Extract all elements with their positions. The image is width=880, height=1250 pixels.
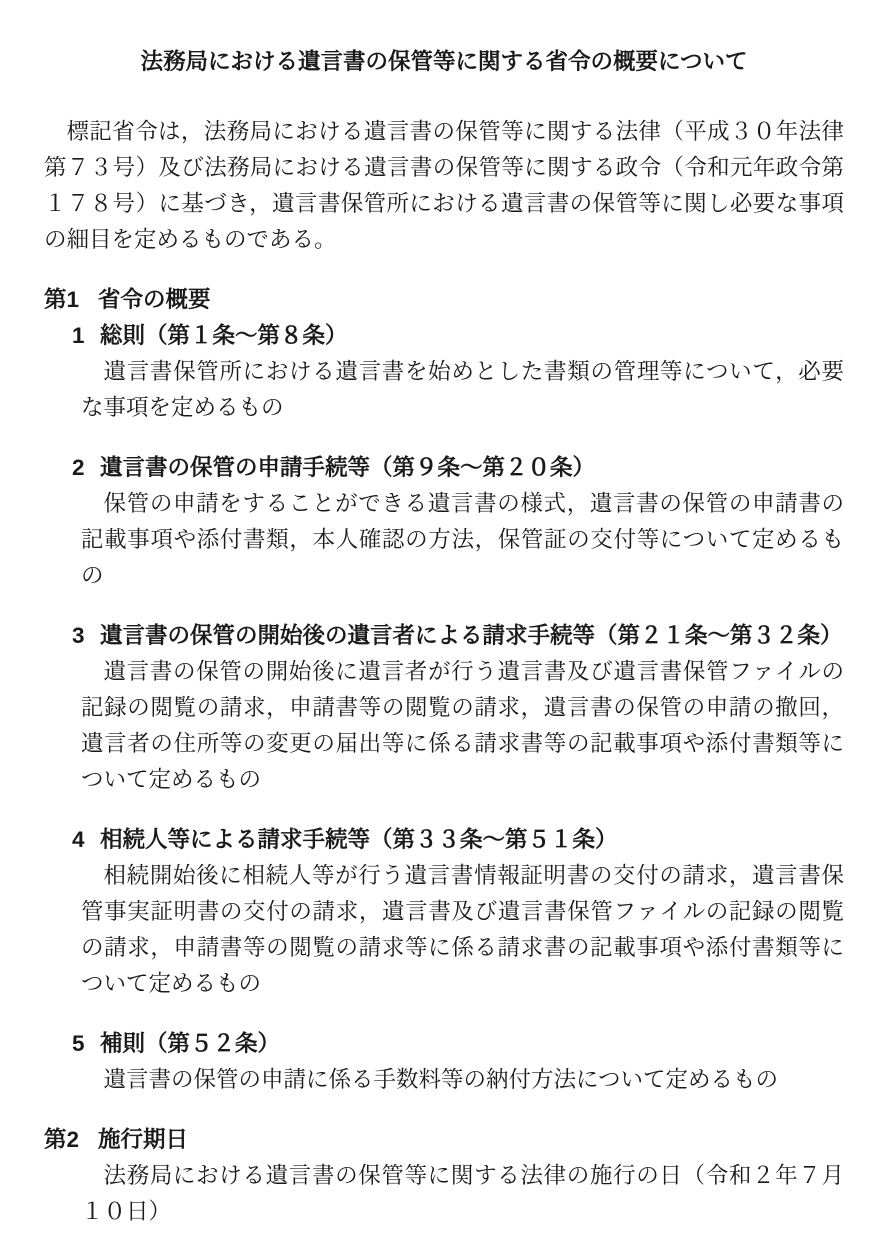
ordinance-item-4 — [44, 822, 844, 1002]
item-body: 保管の申請をすることができる遺言書の様式，遺言書の保管の申請書の記載事項や添付書類，本人確認の方法，保管証の交付等について定めるもの — [81, 491, 844, 588]
item-title: 遺言書の保管の申請手続等（第９条～第２０条） — [100, 455, 596, 480]
ordinance-item-3 — [44, 618, 844, 798]
item-number: 5 — [72, 1031, 85, 1056]
item-number: 2 — [72, 455, 85, 480]
ordinance-item-2 — [44, 450, 844, 594]
ordinance-item-5 — [44, 1026, 844, 1098]
item-number: 1 — [72, 323, 85, 348]
item-number: 4 — [72, 827, 85, 852]
document-title: 法務局における遺言書の保管等に関する省令の概要について — [140, 49, 748, 74]
item-heading — [72, 618, 844, 654]
item-title: 総則（第１条～第８条） — [100, 323, 348, 348]
item-title: 遺言書の保管の開始後の遺言者による請求手続等（第２１条～第３２条） — [100, 623, 843, 648]
ordinance-item-1 — [44, 318, 844, 426]
section-title: 省令の概要 — [98, 287, 211, 312]
item-body: 遺言書の保管の申請に係る手数料等の納付方法について定めるもの — [103, 1067, 779, 1092]
section-title: 施行期日 — [98, 1127, 189, 1152]
item-body: 相続開始後に相続人等が行う遺言書情報証明書の交付の請求，遺言書保管事実証明書の交付の請求，遺言書及び遺言書保管ファイルの記録の閲覧の請求，申請書等の閲覧の請求等に係る請求書の記載事項や添付書類等について定めるもの — [81, 863, 844, 996]
section-effective-date — [44, 1122, 844, 1230]
item-title: 相続人等による請求手続等（第３３条～第５１条） — [100, 827, 618, 852]
item-heading — [72, 1026, 844, 1062]
item-body: 遺言書保管所における遺言書を始めとした書類の管理等について，必要な事項を定めるもの — [81, 359, 844, 420]
item-number: 3 — [72, 623, 85, 648]
item-heading — [72, 450, 844, 486]
item-heading — [72, 318, 844, 354]
section-body: 法務局における遺言書の保管等に関する法律の施行の日（令和２年７月１０日） — [81, 1163, 844, 1224]
section-label: 第2 — [44, 1127, 80, 1152]
intro-paragraph: 標記省令は，法務局における遺言書の保管等に関する法律（平成３０年法律第７３号）及び法務局における遺言書の保管等に関する政令（令和元年政令第１７８号）に基づき，遺言書保管所における遺言書の保管等に関し必要な事項の細目を定めるものである。 — [44, 119, 844, 252]
item-heading — [72, 822, 844, 858]
section-heading — [44, 282, 844, 318]
item-title: 補則（第５２条） — [100, 1031, 281, 1056]
section-heading — [44, 1122, 844, 1158]
section-label: 第1 — [44, 287, 80, 312]
section-ordinance-overview — [44, 282, 844, 1098]
item-body: 遺言書の保管の開始後に遺言者が行う遺言書及び遺言書保管ファイルの記録の閲覧の請求，申請書等の閲覧の請求，遺言書の保管の申請の撤回，遺言者の住所等の変更の届出等に係る請求書等の記載事項や添付書類等について定めるもの — [81, 659, 844, 792]
